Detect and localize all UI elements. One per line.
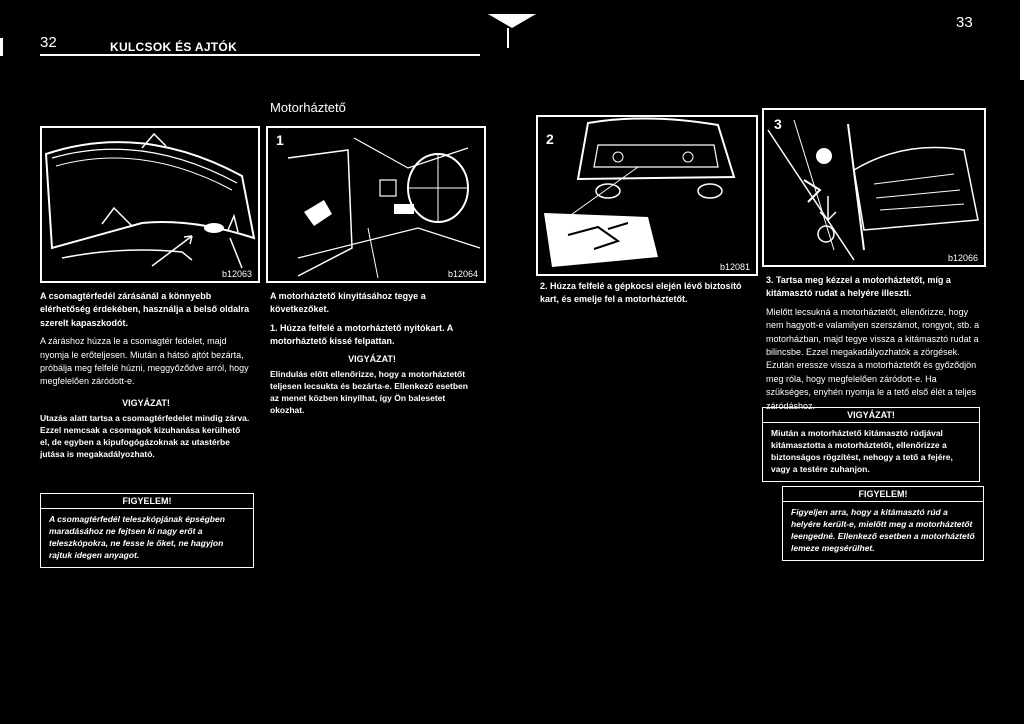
left-warning-box xyxy=(40,396,252,462)
left-header-rule xyxy=(40,54,480,56)
binding-line xyxy=(507,28,509,48)
figure-1-code: b12064 xyxy=(447,269,478,279)
right-edge-mark xyxy=(1020,0,1024,80)
figure-2-number: 2 xyxy=(546,131,554,147)
col3-para-text: Mielőtt lecsukná a motorháztetőt, ellenőrizze, hogy nem hagyott-e valamilyen szerszámot, rongyot, stb. a motorházban, majd tegye vissza a kitámasztó rudat a bilincsbe. Ezzel megakadályozhatók a zörgések. Ezután eressze vissza a motorháztetőt és győződjön meg róla, hogy megfelelően záródott-e. Ha szükséges, enyhén nyomja le a tető első élét a teljes záródáshoz. xyxy=(766,306,980,411)
right-page-number: 33 xyxy=(956,14,973,31)
figure-1-hood-release xyxy=(266,126,486,283)
col3-warning-box xyxy=(762,407,980,482)
left-text-block xyxy=(40,290,250,394)
col3-text-block xyxy=(766,274,980,418)
col1-warning-text: Elindulás előtt ellenőrizze, hogy a motorháztetőt teljesen lecsukta és bezárta-e. Ellenkező esetben az menet közben kinyílhat, így Ön balesetet okozhat. xyxy=(270,369,468,415)
col1-text-block xyxy=(270,290,480,354)
left-intro-text: A csomagtérfedél zárásánál a könnyebb elérhetőség érdekében, használja a belső oldalra szerelt kapaszkodót. xyxy=(40,291,250,328)
left-warning-title: VIGYÁZAT! xyxy=(122,398,170,408)
left-para-text: A záráshoz húzza le a csomagtér fedelet, majd nyomja le erőteljesen. Miután a hátsó ajtót bezárta, próbálja meg felfelé húzni, meggyőződve arról, hogy megfelelően záródott-e. xyxy=(40,336,249,387)
page-edge-mark xyxy=(0,38,3,56)
figure-trunk-lid xyxy=(40,126,260,283)
figure-3-support-rod xyxy=(762,108,986,267)
col2-step2-text: 2. Húzza felfelé a gépkocsi elején lévő biztosító kart, és emelje fel a motorháztetőt. xyxy=(540,281,742,305)
left-warning-text: Utazás alatt tartsa a csomagtérfedelet mindig zárva. Ezzel nemcsak a csomagok kizuhanása kerülhető el, de egyben a kipufogógázoknak az utastérbe jutása is megakadályozható. xyxy=(40,413,250,459)
figure-1-number: 1 xyxy=(276,132,284,148)
col3-notice-box xyxy=(782,486,984,561)
left-notice-text: A csomagtérfedél teleszkópjának épségben maradásához ne fejtsen ki nagy erőt a teleszkópokra, ne fesse le őket, ne hagyjon rajtuk idegen anyagot. xyxy=(49,514,225,560)
col3-step3-text: 3. Tartsa meg kézzel a motorháztetőt, míg a kitámasztó rudat a helyére illeszti. xyxy=(766,275,951,299)
left-page-number: 32 xyxy=(40,34,57,51)
figure-code: b12063 xyxy=(221,269,252,279)
col1-warning-title: VIGYÁZAT! xyxy=(348,354,396,364)
col3-warning-text: Miután a motorháztető kitámasztó rúdjával kitámasztotta a motorháztetőt, ellenőrizze a biztonságos rögzítést, nehogy a tető a fejére, vagy a testére zuhanjon. xyxy=(771,428,953,474)
figure-2-code: b12081 xyxy=(719,262,750,272)
col3-notice-text: Figyeljen arra, hogy a kitámasztó rúd a helyére került-e, mielőtt meg a motorháztetőt leengedné. Ellenkező esetben a motorháztető lemeze megsérülhet. xyxy=(791,507,975,553)
figure-2-safety-lever xyxy=(536,115,758,276)
col1-step1-text: 1. Húzza felfelé a motorháztető nyitókart. A motorháztető kissé felpattan. xyxy=(270,322,453,347)
figure-3-number: 3 xyxy=(774,116,782,132)
left-page-header: KULCSOK ÉS AJTÓK xyxy=(110,40,238,54)
figure-3-code: b12066 xyxy=(947,253,978,263)
col1-intro-text: A motorháztető kinyitásához tegye a következőket. xyxy=(270,291,426,315)
col3-notice-title: FIGYELEM! xyxy=(783,487,983,502)
col1-warning-box xyxy=(270,352,474,418)
left-notice-title: FIGYELEM! xyxy=(41,494,253,509)
binding-arrow xyxy=(488,14,536,28)
left-notice-box xyxy=(40,493,254,568)
section-title: Motorháztető xyxy=(270,100,346,115)
col3-warning-title: VIGYÁZAT! xyxy=(763,408,979,423)
